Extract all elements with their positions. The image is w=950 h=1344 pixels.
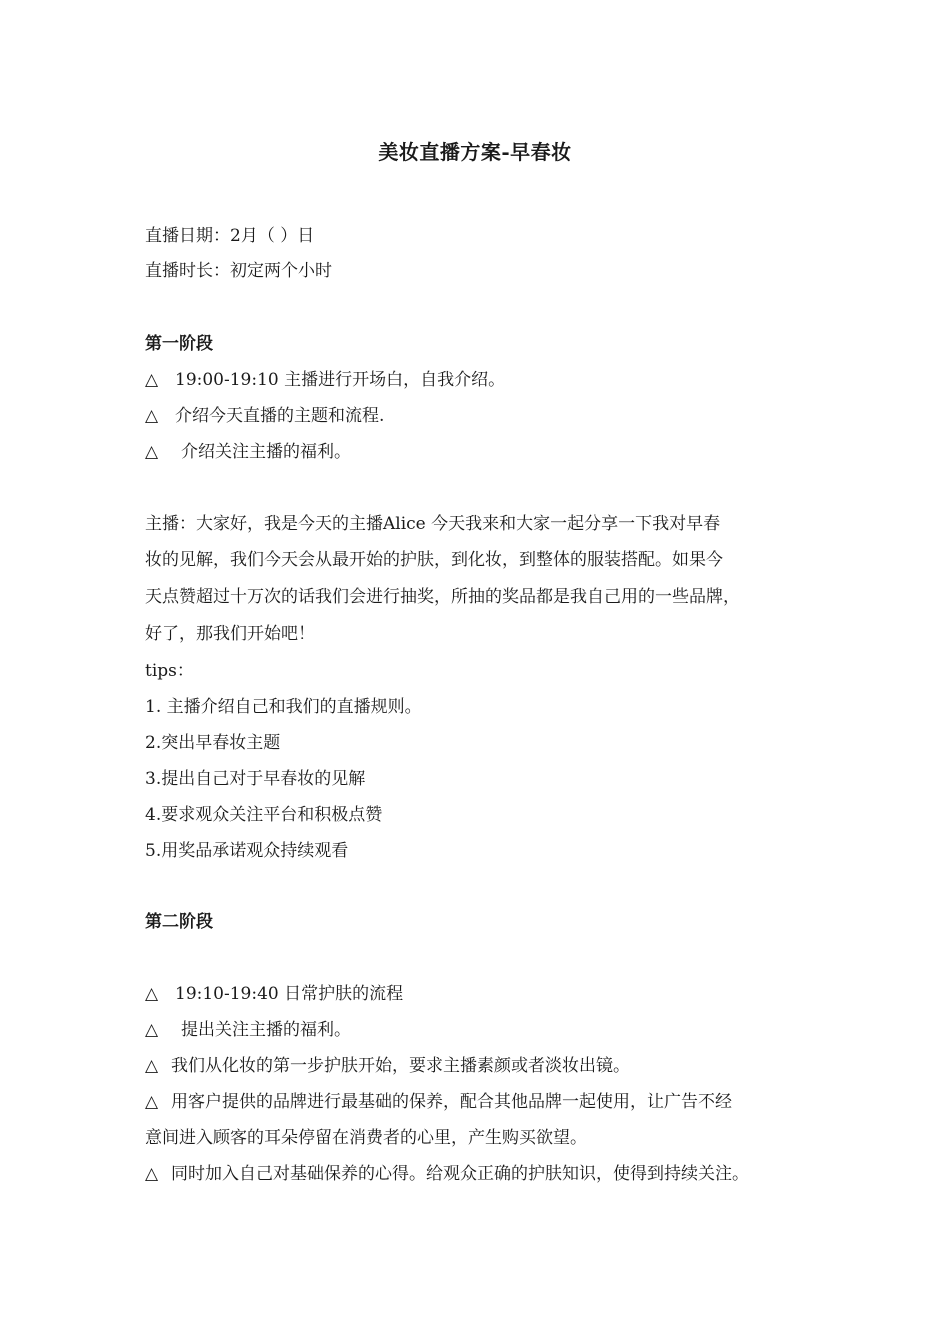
- triangle-bullet-icon: △: [145, 984, 159, 1004]
- stage1-heading: 第一阶段: [145, 334, 213, 354]
- stage2-heading: 第二阶段: [145, 912, 213, 932]
- tip-5: 5.用奖品承诺观众持续观看: [145, 841, 349, 861]
- triangle-bullet-icon: △: [145, 442, 159, 462]
- triangle-bullet-icon: △: [145, 1092, 159, 1112]
- host-script-line-4: 好了，那我们开始吧！: [145, 624, 315, 644]
- tips-label: tips：: [145, 661, 194, 681]
- stage2-bullet-3: △ 我们从化妆的第一步护肤开始，要求主播素颜或者淡妆出镜。: [145, 1056, 630, 1076]
- triangle-bullet-icon: △: [145, 370, 159, 390]
- triangle-bullet-icon: △: [145, 1056, 159, 1076]
- tip-3: 3.提出自己对于早春妆的见解: [145, 769, 366, 789]
- live-date: 直播日期：2月（ ）日: [145, 226, 315, 246]
- stage2-bullet-4: △ 用客户提供的品牌进行最基础的保养，配合其他品牌一起使用，让广告不经: [145, 1092, 732, 1112]
- host-script-line-2: 妆的见解，我们今天会从最开始的护肤，到化妆，到整体的服装搭配。如果今: [145, 550, 723, 570]
- stage2-bullet-5: △ 同时加入自己对基础保养的心得。给观众正确的护肤知识，使得到持续关注。: [145, 1164, 749, 1184]
- triangle-bullet-icon: △: [145, 1020, 159, 1040]
- document-title: 美妆直播方案-早春妆: [378, 140, 572, 164]
- tip-4: 4.要求观众关注平台和积极点赞: [145, 805, 383, 825]
- stage2-continuation: 意间进入顾客的耳朵停留在消费者的心里，产生购买欲望。: [145, 1128, 587, 1148]
- tip-1: 1. 主播介绍自己和我们的直播规则。: [145, 697, 422, 717]
- triangle-bullet-icon: △: [145, 406, 159, 426]
- live-duration: 直播时长：初定两个小时: [145, 261, 332, 281]
- stage1-bullet-2: △ 介绍今天直播的主题和流程.: [145, 406, 385, 426]
- stage2-bullet-2: △ 提出关注主播的福利。: [145, 1020, 351, 1040]
- host-script-line-1: 主播：大家好，我是今天的主播Alice 今天我来和大家一起分享一下我对早春: [145, 514, 721, 534]
- stage1-bullet-1: △ 19:00-19:10 主播进行开场白，自我介绍。: [145, 370, 506, 390]
- host-script-line-3: 天点赞超过十万次的话我们会进行抽奖，所抽的奖品都是我自己用的一些品牌，: [145, 587, 740, 607]
- triangle-bullet-icon: △: [145, 1164, 159, 1184]
- tip-2: 2.突出早春妆主题: [145, 733, 281, 753]
- stage1-bullet-3: △ 介绍关注主播的福利。: [145, 442, 351, 462]
- stage2-bullet-1: △ 19:10-19:40 日常护肤的流程: [145, 984, 404, 1004]
